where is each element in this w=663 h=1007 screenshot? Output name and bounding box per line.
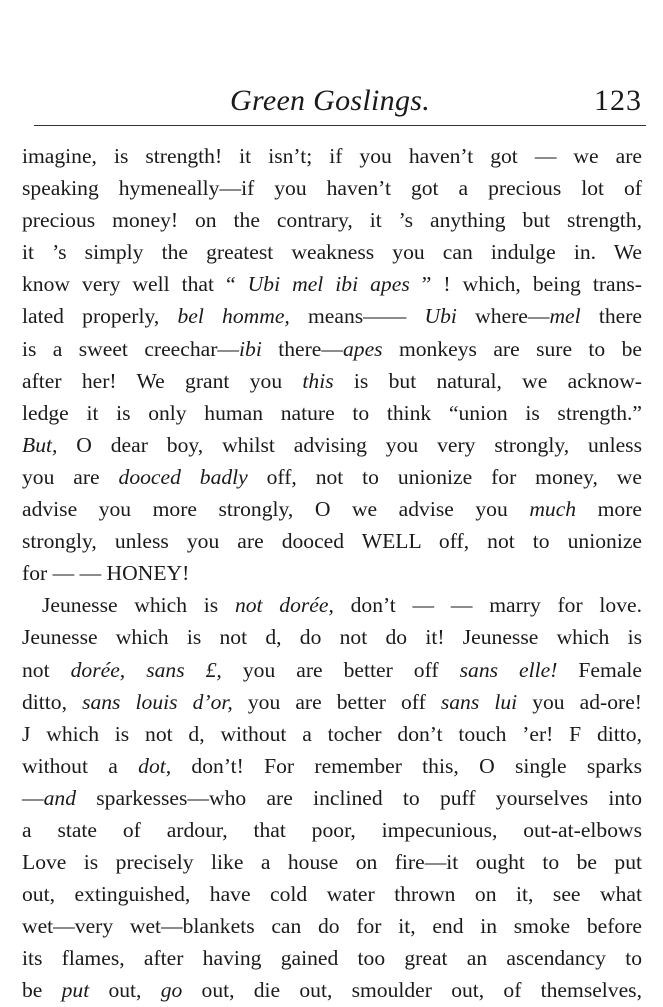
- text-segment: there: [580, 304, 642, 329]
- text-segment: you are better off: [232, 689, 441, 714]
- text-segment: advise you more strongly, O we advise you: [22, 497, 530, 522]
- text-segment: J which is not d, without a tocher don’t touch ’er! F ditto,: [22, 721, 642, 746]
- text-segment: off, not to unionize for money, we: [247, 464, 642, 489]
- text-line: [22, 846, 642, 878]
- text-segment: Female: [557, 657, 642, 682]
- text-segment: Love is precisely like a house on fire—it ought to be put: [22, 850, 642, 875]
- text-line: [22, 268, 642, 300]
- italic-text: sans lui: [440, 689, 518, 714]
- text-line: [22, 750, 642, 782]
- text-segment: precious money! on the contrary, it ’s anything but strength,: [22, 208, 642, 233]
- text-line: [22, 654, 642, 686]
- italic-text: sans louis d’or,: [82, 689, 233, 714]
- italic-text: sans elle!: [459, 657, 558, 682]
- text-segment: you are: [22, 464, 119, 489]
- text-segment: means——: [289, 304, 425, 329]
- text-segment: ” ! which, being trans-: [409, 272, 642, 297]
- text-line: [22, 589, 642, 621]
- italic-text: dorée, sans £,: [70, 657, 222, 682]
- italic-text: go: [160, 978, 183, 1003]
- text-line: [22, 557, 642, 589]
- running-title: Green Goslings.: [230, 84, 431, 117]
- text-segment: ditto,: [22, 689, 83, 714]
- text-line: [22, 204, 642, 236]
- text-segment: wet—very wet—blankets can do for it, end in smoke before: [22, 914, 642, 939]
- text-segment: more: [576, 497, 642, 522]
- text-line: [22, 397, 642, 429]
- italic-text: dooced badly: [118, 464, 248, 489]
- text-line: [22, 621, 642, 653]
- italic-text: not dorée,: [234, 593, 334, 618]
- text-line: [22, 974, 642, 1006]
- text-segment: you ad-ore!: [517, 689, 642, 714]
- header-rule: [34, 125, 646, 126]
- text-segment: a state of ardour, that poor, impecunious, out-at-elbows: [22, 817, 642, 842]
- text-line: [22, 942, 642, 974]
- text-line: [22, 300, 642, 332]
- text-segment: don’t! For remember this, O single sparks: [171, 753, 642, 778]
- italic-text: much: [529, 497, 577, 522]
- italic-text: apes: [342, 336, 383, 361]
- italic-text: ibi: [239, 336, 262, 361]
- text-segment: without a: [22, 753, 139, 778]
- text-segment: monkeys are sure to be: [382, 336, 642, 361]
- text-line: [22, 140, 642, 172]
- italic-text: Ubi mel ibi apes: [247, 272, 410, 297]
- text-segment: not: [22, 657, 71, 682]
- text-segment: speaking hymeneally—if you haven’t got a precious lot of: [22, 176, 642, 201]
- page-number: 123: [594, 84, 642, 117]
- text-segment: you are better off: [221, 657, 460, 682]
- text-segment: there—: [261, 336, 343, 361]
- text-segment: strongly, unless you are dooced WELL off, not to unionize: [22, 529, 642, 554]
- page-header: [34, 84, 646, 124]
- italic-text: But,: [22, 432, 58, 457]
- italic-text: this: [302, 368, 334, 393]
- italic-text: dot,: [138, 753, 172, 778]
- text-line: [22, 910, 642, 942]
- text-segment: be: [22, 978, 62, 1003]
- text-segment: is but natural, we acknow-: [333, 368, 642, 393]
- text-line: [22, 333, 642, 365]
- text-segment: ledge it is only human nature to think “union is strength.”: [22, 400, 642, 425]
- text-segment: for — — HONEY!: [22, 561, 190, 586]
- text-line: [22, 782, 642, 814]
- text-segment: out, die out, smoulder out, of themselves,: [182, 978, 642, 1003]
- text-line: [22, 172, 642, 204]
- text-line: [22, 365, 642, 397]
- text-segment: sparkesses—who are inclined to puff yourselves into: [75, 785, 642, 810]
- italic-text: bel homme,: [177, 304, 290, 329]
- italic-text: mel: [549, 304, 581, 329]
- text-line: [22, 525, 642, 557]
- text-segment: out,: [89, 978, 161, 1003]
- text-segment: its flames, after having gained too great an ascendancy to: [22, 946, 642, 971]
- text-segment: is a sweet creechar—: [22, 336, 240, 361]
- text-segment: lated properly,: [22, 304, 178, 329]
- text-segment: where—: [456, 304, 550, 329]
- text-segment: don’t — — marry for love.: [333, 593, 642, 618]
- text-line: [22, 686, 642, 718]
- body-text: [22, 140, 642, 1007]
- text-segment: after her! We grant you: [22, 368, 303, 393]
- text-segment: know very well that “: [22, 272, 248, 297]
- text-line: [22, 878, 642, 910]
- text-line: [22, 236, 642, 268]
- italic-text: and: [43, 785, 76, 810]
- text-line: [22, 461, 642, 493]
- text-segment: it ’s simply the greatest weakness you can indulge in. We: [22, 240, 642, 265]
- italic-text: put: [61, 978, 90, 1003]
- text-segment: Jeunesse which is: [42, 593, 235, 618]
- text-segment: O dear boy, whilst advising you very strongly, unless: [57, 432, 642, 457]
- text-line: [22, 814, 642, 846]
- text-segment: imagine, is strength! it isn’t; if you haven’t got — we are: [22, 144, 642, 168]
- text-segment: —: [22, 785, 44, 810]
- text-line: [22, 493, 642, 525]
- text-line: [22, 429, 642, 461]
- text-segment: Jeunesse which is not d, do not do it! Jeunesse which is: [22, 625, 642, 650]
- text-line: [22, 718, 642, 750]
- italic-text: Ubi: [424, 304, 457, 329]
- text-segment: out, extinguished, have cold water thrown on it, see what: [22, 882, 642, 907]
